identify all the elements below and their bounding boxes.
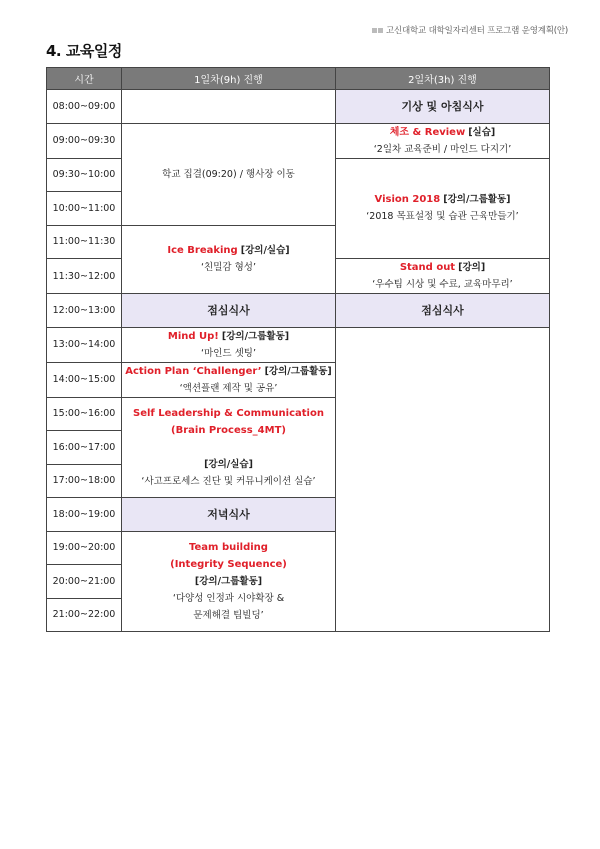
day1-lunch-cell: [122, 294, 336, 328]
time-cell: 18:00~19:00: [47, 498, 122, 532]
teambuilding-tag: [강의/그룹활동]: [194, 575, 263, 587]
day2-empty-cell: [336, 327, 550, 632]
breakfast-label: 기상 및 아침식사: [401, 100, 484, 114]
actionplan-title: Action Plan ‘Challenger’: [125, 365, 262, 377]
header-time: 시간: [47, 68, 122, 90]
day1-icebreaking-cell: [122, 225, 336, 294]
day2-lunch-cell: [336, 294, 550, 328]
time-cell: 09:30~10:00: [47, 158, 122, 192]
day1-mindup-cell: [122, 327, 336, 362]
standout-title: Stand out: [399, 262, 456, 273]
time-cell: 10:00~11:00: [47, 192, 122, 226]
gathering-label: 학교 집결(09:20) / 행사장 이동: [162, 168, 295, 180]
header-note-text: 고신대학교 대학일자리센터 프로그램 운영계획(안): [386, 26, 568, 36]
header-day1: 1일차(9h) 진행: [122, 68, 336, 90]
header-bullet-icon: [372, 28, 377, 33]
day1-gathering-cell: [122, 123, 336, 225]
header-bullet-icon: [378, 28, 383, 33]
day1-teambuilding-cell: [122, 531, 336, 632]
review-title: 체조 & Review: [389, 126, 466, 138]
actionplan-desc: ‘액션플랜 제작 및 공유’: [179, 382, 278, 394]
icebreaking-title: Ice Breaking: [167, 245, 238, 257]
time-cell: 09:00~09:30: [47, 123, 122, 158]
time-cell: 17:00~18:00: [47, 464, 122, 498]
mindup-desc: ‘마인드 셋팅’: [201, 347, 256, 359]
time-cell: 19:00~20:00: [47, 531, 122, 565]
table-header-row: [47, 68, 550, 90]
day2-vision-cell: [336, 158, 550, 259]
day2-review-cell: [336, 123, 550, 158]
day1-actionplan-cell: [122, 362, 336, 397]
day2-standout-cell: [336, 259, 550, 294]
table-row: [47, 90, 550, 124]
time-cell: 16:00~17:00: [47, 431, 122, 465]
mindup-title: Mind Up!: [167, 330, 219, 342]
time-cell: 20:00~21:00: [47, 565, 122, 599]
icebreaking-desc: ‘친밀감 형성’: [201, 262, 256, 274]
icebreaking-tag: [강의/실습]: [240, 245, 290, 257]
day1-lunch-label: 점심식사: [207, 304, 250, 318]
dinner-label: 저녁식사: [207, 508, 250, 522]
day1-dinner-cell: [122, 498, 336, 532]
selfleadership-subtitle: (Brain Process_4MT): [171, 424, 286, 436]
time-cell: 11:00~11:30: [47, 225, 122, 259]
time-cell: 12:00~13:00: [47, 294, 122, 328]
day2-lunch-label: 점심식사: [421, 304, 464, 318]
time-cell: 11:30~12:00: [47, 259, 122, 294]
selfleadership-tag: [강의/실습]: [204, 458, 253, 470]
actionplan-tag: [강의/그룹활동]: [264, 365, 332, 377]
teambuilding-desc-line2: 문제해결 팀빌딩’: [193, 609, 264, 621]
teambuilding-desc-line1: ‘다양성 인정과 시야확장 &: [172, 592, 285, 604]
time-cell: 21:00~22:00: [47, 598, 122, 632]
review-tag: [실습]: [468, 126, 496, 138]
review-desc: ‘2일차 교육준비 / 마인드 다지기’: [373, 143, 512, 155]
selfleadership-title: Self Leadership & Communication: [133, 407, 324, 419]
vision-tag: [강의/그룹활동]: [443, 194, 511, 206]
section-title: 4. 교육일정: [46, 42, 122, 60]
teambuilding-subtitle: (Integrity Sequence): [170, 558, 287, 570]
day1-selfleadership-cell: [122, 397, 336, 498]
vision-title: Vision 2018: [374, 194, 441, 206]
time-cell: 08:00~09:00: [47, 90, 122, 124]
mindup-tag: [강의/그룹활동]: [221, 330, 290, 342]
table-row: [47, 123, 550, 158]
table-row: [47, 327, 550, 362]
teambuilding-title: Team building: [189, 541, 268, 553]
day1-empty-cell: [122, 90, 336, 124]
standout-tag: [강의]: [458, 262, 486, 273]
selfleadership-desc: ‘사고프로세스 진단 및 커뮤니케이션 실습’: [141, 475, 316, 487]
header-day2: 2일차(3h) 진행: [336, 68, 550, 90]
document-header-note: [372, 24, 569, 36]
standout-desc: ‘우수팀 시상 및 수료, 교육마무리’: [372, 279, 513, 290]
time-cell: 13:00~14:00: [47, 327, 122, 362]
day2-breakfast-cell: [336, 90, 550, 124]
vision-desc: ‘2018 목표설정 및 습관 근육만들기’: [366, 211, 519, 223]
time-cell: 15:00~16:00: [47, 397, 122, 431]
schedule-table: [46, 67, 550, 632]
time-cell: 14:00~15:00: [47, 362, 122, 397]
table-row: [47, 294, 550, 328]
